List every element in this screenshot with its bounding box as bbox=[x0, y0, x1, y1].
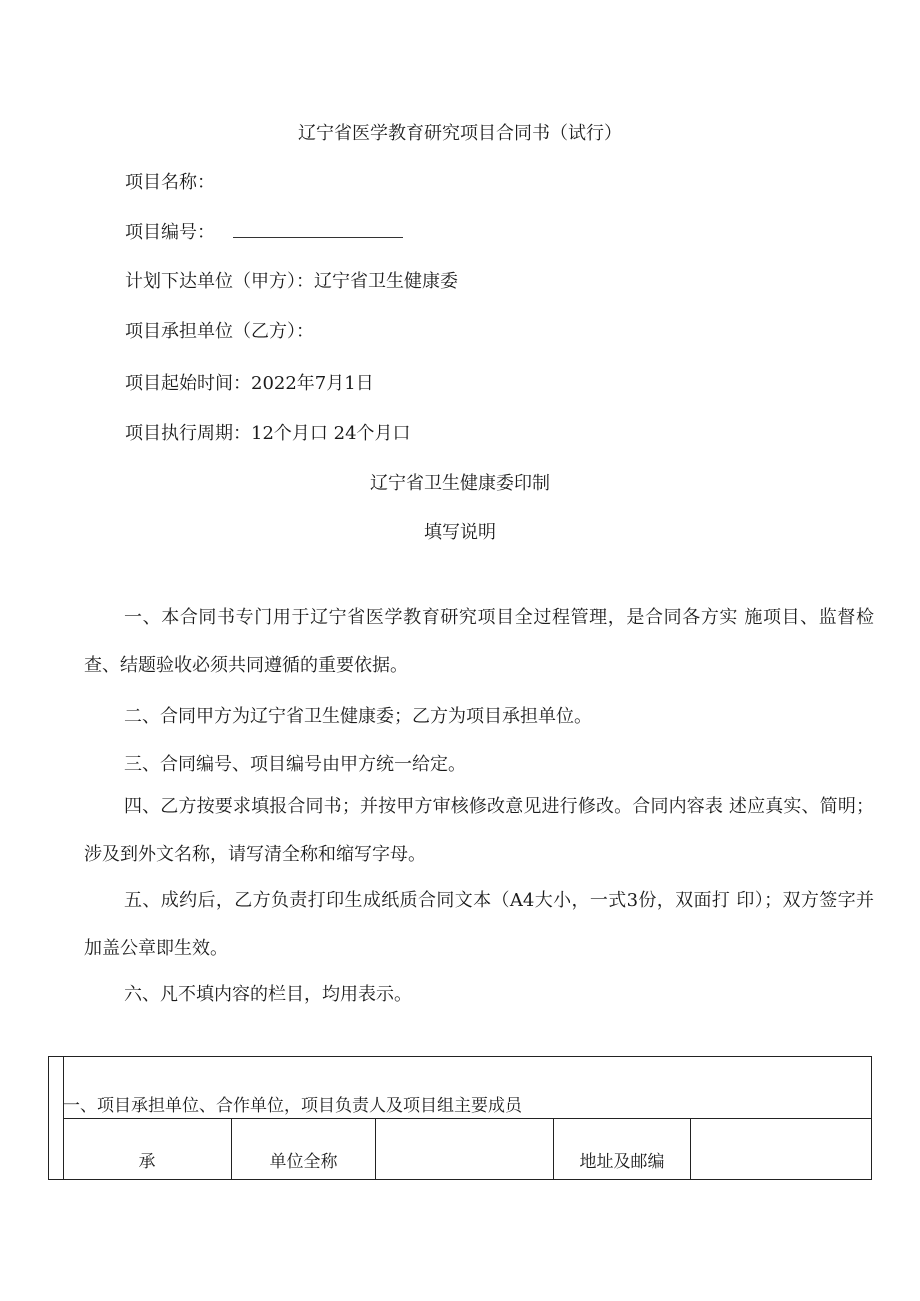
instruction-paragraph-5: 五、成约后，乙方负责打印生成纸质合同文本（A4大小，一式3份，双面打 印）；双方签字并加盖公章即生效。 bbox=[84, 890, 874, 959]
table-cell-unit-name-label bbox=[231, 1119, 375, 1179]
field-project-number bbox=[125, 221, 403, 245]
field-label: 计划下达单位（甲方）： bbox=[125, 271, 314, 292]
instruction-paragraph-2: 二、合同甲方为辽宁省卫生健康委；乙方为项目承担单位。 bbox=[124, 706, 592, 727]
field-issuing-party bbox=[125, 270, 458, 294]
instruction-paragraph-3: 三、合同编号、项目编号由甲方统一给定。 bbox=[124, 754, 466, 775]
document-title: 辽宁省医学教育研究项目合同书（试行） bbox=[298, 123, 622, 144]
table-cell-text: 地址及邮编 bbox=[579, 1152, 665, 1172]
field-label: 项目起始时间： bbox=[125, 373, 251, 394]
table-cell-address-value bbox=[690, 1119, 871, 1179]
members-table bbox=[48, 1056, 872, 1180]
issuer-line: 辽宁省卫生健康委印制 bbox=[370, 473, 550, 494]
table-cell-undertake bbox=[63, 1119, 231, 1179]
blank-underline bbox=[233, 223, 403, 238]
field-start-date bbox=[125, 372, 374, 396]
field-execution-period bbox=[125, 422, 411, 446]
table-section-title: 一、项目承担单位、合作单位，项目负责人及项目组主要成员 bbox=[63, 1096, 522, 1116]
table-cell-text: 承 bbox=[138, 1152, 156, 1172]
field-label: 项目执行周期： bbox=[125, 423, 251, 444]
field-project-name bbox=[125, 171, 215, 195]
field-value: 12个月口 24个月口 bbox=[251, 423, 411, 444]
field-label: 项目承担单位（乙方）： bbox=[125, 321, 314, 342]
table-cell-unit-name-value bbox=[375, 1119, 553, 1179]
instructions-title: 填写说明 bbox=[424, 522, 496, 543]
table-cell-address-label bbox=[553, 1119, 690, 1179]
field-value: 2022年7月1日 bbox=[251, 373, 374, 394]
instruction-paragraph-4: 四、乙方按要求填报合同书；并按甲方审核修改意见进行修改。合同内容表 述应真实、简明；涉及到外文名称，请写清全称和缩写字母。 bbox=[84, 796, 874, 865]
table-cell-text: 单位全称 bbox=[269, 1152, 338, 1172]
field-value: 辽宁省卫生健康委 bbox=[314, 271, 458, 292]
instruction-paragraph-1: 一、本合同书专门用于辽宁省医学教育研究项目全过程管理，是合同各方实 施项目、监督检查、结题验收必须共同遵循的重要依据。 bbox=[84, 607, 874, 676]
instruction-paragraph-6: 六、凡不填内容的栏目，均用表示。 bbox=[124, 984, 412, 1005]
field-label: 项目名称： bbox=[125, 172, 215, 193]
field-undertaking-party bbox=[125, 320, 314, 344]
field-label: 项目编号： bbox=[125, 222, 215, 243]
